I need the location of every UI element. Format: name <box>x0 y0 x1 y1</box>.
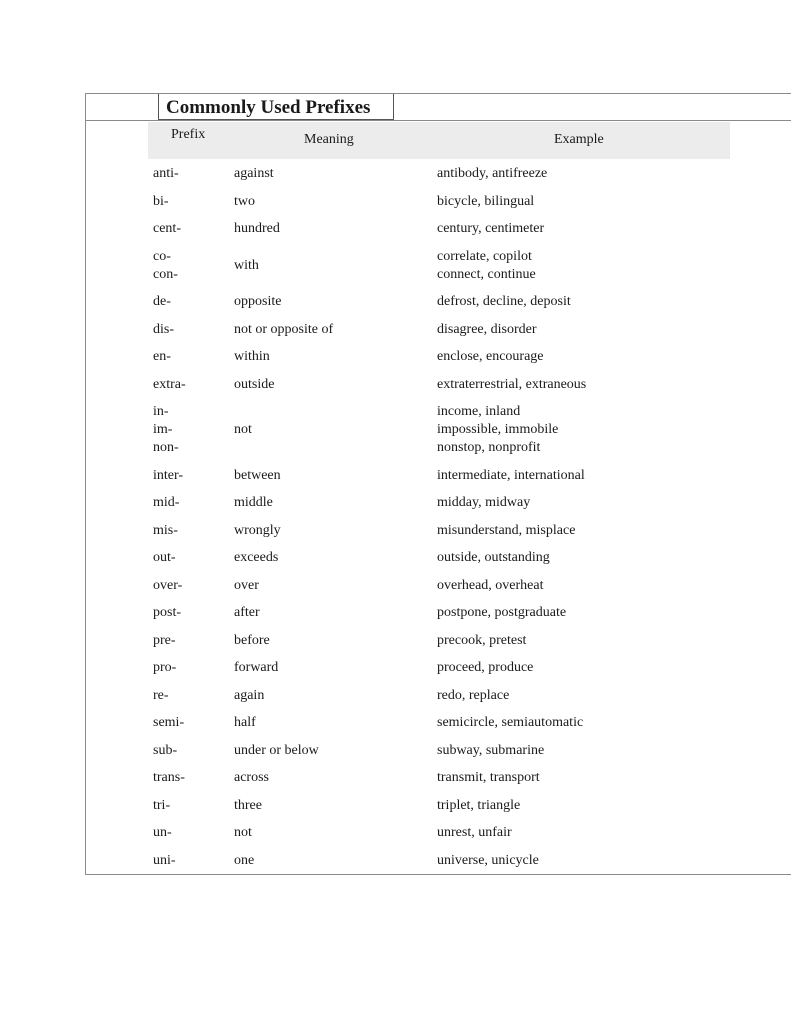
column-header-meaning: Meaning <box>304 132 354 147</box>
table-row <box>0 293 791 311</box>
prefix-cell: co- con- <box>153 248 178 282</box>
meaning-cell: exceeds <box>234 550 279 565</box>
column-header-example: Example <box>554 132 604 147</box>
table-row <box>0 248 791 284</box>
prefix-cell: bi- <box>153 193 169 209</box>
meaning-cell: two <box>234 193 255 209</box>
meaning-cell: between <box>234 467 281 483</box>
meaning-cell: not <box>234 422 252 437</box>
meaning-cell: middle <box>234 495 273 510</box>
table-row <box>0 376 791 394</box>
table-row <box>0 632 791 650</box>
table-row <box>0 220 791 238</box>
prefix-cell: extra- <box>153 376 186 392</box>
example-cell: century, centimeter <box>437 221 545 236</box>
example-cell: disagree, disorder <box>437 321 537 337</box>
table-row <box>0 714 791 732</box>
example-cell: income, inland impossible, immobile nonstop, nonprofit <box>437 404 559 455</box>
prefix-cell: uni- <box>153 852 176 868</box>
prefix-cell: out- <box>153 550 176 565</box>
example-cell: redo, replace <box>437 687 510 703</box>
prefix-cell: dis- <box>153 321 174 337</box>
meaning-cell: forward <box>234 660 279 675</box>
meaning-cell: after <box>234 605 260 620</box>
table-row <box>0 577 791 595</box>
table-row <box>0 403 791 457</box>
example-cell: postpone, postgraduate <box>437 605 567 620</box>
prefix-cell: sub- <box>153 742 178 758</box>
prefix-cell: trans- <box>153 770 185 785</box>
header-divider <box>85 120 791 121</box>
example-cell: subway, submarine <box>437 742 545 758</box>
prefix-cell: inter- <box>153 467 184 483</box>
meaning-cell: outside <box>234 376 275 392</box>
prefix-cell: anti- <box>153 166 179 181</box>
prefix-cell: tri- <box>153 797 171 813</box>
meaning-cell: hundred <box>234 221 280 236</box>
table-row <box>0 193 791 211</box>
meaning-cell: not or opposite of <box>234 321 334 337</box>
example-cell: antibody, antifreeze <box>437 166 548 181</box>
meaning-cell: three <box>234 797 262 813</box>
meaning-cell: opposite <box>234 294 282 309</box>
prefix-cell: de- <box>153 294 171 309</box>
example-cell: midday, midway <box>437 495 531 510</box>
example-cell: misunderstand, misplace <box>437 522 576 538</box>
prefix-cell: in- im- non- <box>153 404 179 455</box>
prefix-cell: pro- <box>153 660 177 675</box>
meaning-cell: with <box>234 257 259 273</box>
meaning-cell: half <box>234 715 256 730</box>
table-row <box>0 687 791 705</box>
table-row <box>0 549 791 567</box>
prefix-cell: mis- <box>153 522 178 538</box>
table-row <box>0 769 791 787</box>
column-header-prefix: Prefix <box>171 127 206 142</box>
meaning-cell: again <box>234 687 265 703</box>
table-row <box>0 797 791 815</box>
example-cell: proceed, produce <box>437 660 534 675</box>
meaning-cell: wrongly <box>234 522 281 538</box>
prefix-cell: mid- <box>153 495 180 510</box>
prefix-cell: post- <box>153 605 181 620</box>
prefix-cell: semi- <box>153 715 185 730</box>
example-cell: extraterrestrial, extraneous <box>437 376 587 392</box>
example-cell: universe, unicycle <box>437 852 539 868</box>
example-cell: overhead, overheat <box>437 577 544 593</box>
table-row <box>0 852 791 870</box>
meaning-cell: over <box>234 577 259 593</box>
table-row <box>0 522 791 540</box>
example-cell: triplet, triangle <box>437 797 521 813</box>
prefix-cell: un- <box>153 825 172 840</box>
table-row <box>0 659 791 677</box>
table-row <box>0 824 791 842</box>
table-row <box>0 467 791 485</box>
table-row <box>0 742 791 760</box>
meaning-cell: against <box>234 166 274 181</box>
example-cell: correlate, copilot connect, continue <box>437 248 536 282</box>
meaning-cell: within <box>234 349 270 364</box>
prefix-cell: cent- <box>153 221 181 236</box>
example-cell: precook, pretest <box>437 632 527 648</box>
prefix-cell: pre- <box>153 632 176 648</box>
meaning-cell: before <box>234 632 270 648</box>
table-row <box>0 321 791 339</box>
prefix-cell: re- <box>153 687 169 703</box>
meaning-cell: not <box>234 825 252 840</box>
meaning-cell: under or below <box>234 742 319 758</box>
table-row <box>0 165 791 183</box>
page-title: Commonly Used Prefixes <box>166 97 371 118</box>
example-cell: defrost, decline, deposit <box>437 294 571 309</box>
table-row <box>0 494 791 512</box>
example-cell: unrest, unfair <box>437 825 512 840</box>
example-cell: intermediate, international <box>437 467 585 483</box>
example-cell: outside, outstanding <box>437 550 550 565</box>
column-header-band <box>148 122 730 159</box>
table-bottom-border <box>85 874 791 875</box>
example-cell: enclose, encourage <box>437 349 544 364</box>
meaning-cell: across <box>234 770 269 785</box>
example-cell: semicircle, semiautomatic <box>437 715 584 730</box>
meaning-cell: one <box>234 852 255 868</box>
example-cell: bicycle, bilingual <box>437 193 535 209</box>
example-cell: transmit, transport <box>437 770 540 785</box>
title-box <box>158 94 394 120</box>
prefix-cell: en- <box>153 349 171 364</box>
table-row <box>0 604 791 622</box>
table-row <box>0 348 791 366</box>
prefix-cell: over- <box>153 577 183 593</box>
